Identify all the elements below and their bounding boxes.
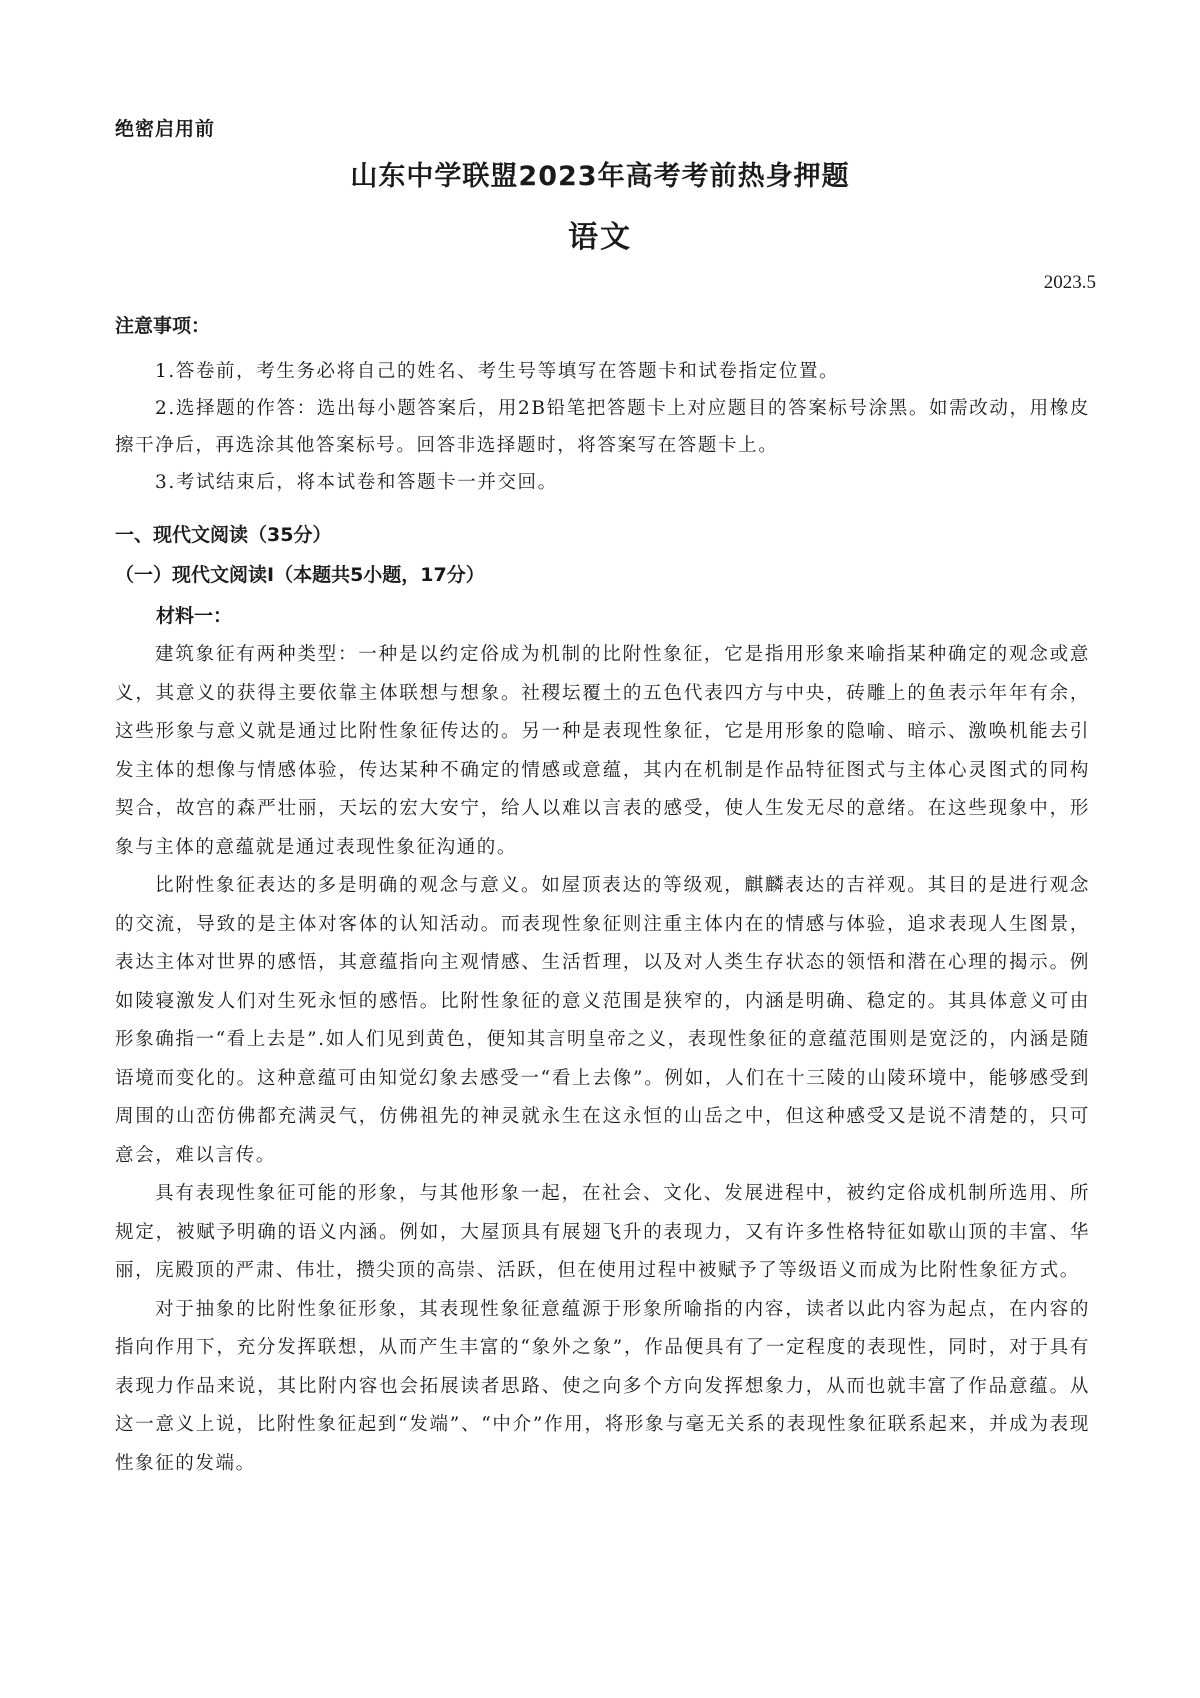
section-heading: 一、现代文阅读（35分） [115, 524, 332, 546]
notice-list [115, 353, 1090, 501]
secret-label: 绝密启用前 [115, 118, 216, 140]
notice-item: 3.考试结束后，将本试卷和答题卡一并交回。 [155, 472, 558, 493]
notice-item: 1.答卷前，考生务必将自己的姓名、考生号等填写在答题卡和试卷指定位置。 [155, 361, 840, 382]
notice-item: 2.选择题的作答：选出每小题答案后，用2B铅笔把答题卡上对应题目的答案标号涂黑。如需改动，用橡皮擦干净后，再选涂其他答案标号。回答非选择题时，将答案写在答题卡上。 [115, 398, 1090, 456]
subsection-heading: （一）现代文阅读Ⅰ（本题共5小题，17分） [115, 564, 485, 586]
paragraph: 具有表现性象征可能的形象，与其他形象一起，在社会、文化、发展进程中，被约定俗成机制所选用、所规定，被赋予明确的语义内涵。例如，大屋顶具有展翅飞升的表现力，又有许多性格特征如歇山顶的丰富、华丽，庑殿顶的严肃、伟壮，攒尖顶的高崇、活跃，但在使用过程中被赋予了等级语义而成为比附性象征方式。 [115, 1183, 1090, 1281]
exam-title: 山东中学联盟2023年高考考前热身押题 [350, 161, 850, 192]
material-label: 材料一： [156, 605, 233, 627]
exam-date: 2023.5 [1043, 272, 1096, 293]
paragraph: 对于抽象的比附性象征形象，其表现性象征意蕴源于形象所喻指的内容，读者以此内容为起点，在内容的指向作用下，充分发挥联想，从而产生丰富的“象外之象”，作品便具有了一定程度的表现性，同时，对于具有表现力作品来说，其比附内容也会拓展读者思路、使之向多个方向发挥想象力，从而也就丰富了作品意蕴。从这一意义上说，比附性象征起到“发端”、“中介”作用，将形象与毫无关系的表现性象征联系起来，并成为表现性象征的发端。 [115, 1298, 1090, 1474]
reading-material [115, 636, 1090, 1483]
notice-heading: 注意事项： [115, 315, 211, 337]
subject-title: 语文 [568, 220, 632, 255]
paragraph: 比附性象征表达的多是明确的观念与意义。如屋顶表达的等级观，麒麟表达的吉祥观。其目的是进行观念的交流，导致的是主体对客体的认知活动。而表现性象征则注重主体内在的情感与体验，追求表现人生图景，表达主体对世界的感悟，其意蕴指向主观情感、生活哲理，以及对人类生存状态的领悟和潜在心理的揭示。例如陵寝激发人们对生死永恒的感悟。比附性象征的意义范围是狭窄的，内涵是明确、稳定的。其具体意义可由形象确指一“看上去是”.如人们见到黄色，便知其言明皇帝之义，表现性象征的意蕴范围则是宽泛的，内涵是随语境而变化的。这种意蕴可由知觉幻象去感受一“看上去像”。例如，人们在十三陵的山陵环境中，能够感受到周围的山峦仿佛都充满灵气，仿佛祖先的神灵就永生在这永恒的山岳之中，但这种感受又是说不清楚的，只可意会，难以言传。 [115, 875, 1090, 1166]
paragraph: 建筑象征有两种类型：一种是以约定俗成为机制的比附性象征，它是指用形象来喻指某种确定的观念或意义，其意义的获得主要依靠主体联想与想象。社稷坛覆土的五色代表四方与中央，砖雕上的鱼表示年年有余，这些形象与意义就是通过比附性象征传达的。另一种是表现性象征，它是用形象的隐喻、暗示、激唤机能去引发主体的想像与情感体验，传达某种不确定的情感或意蕴，其内在机制是作品特征图式与主体心灵图式的同构契合，故宫的森严壮丽，天坛的宏大安宁，给人以难以言表的感受，使人生发无尽的意绪。在这些现象中，形象与主体的意蕴就是通过表现性象征沟通的。 [115, 644, 1090, 858]
